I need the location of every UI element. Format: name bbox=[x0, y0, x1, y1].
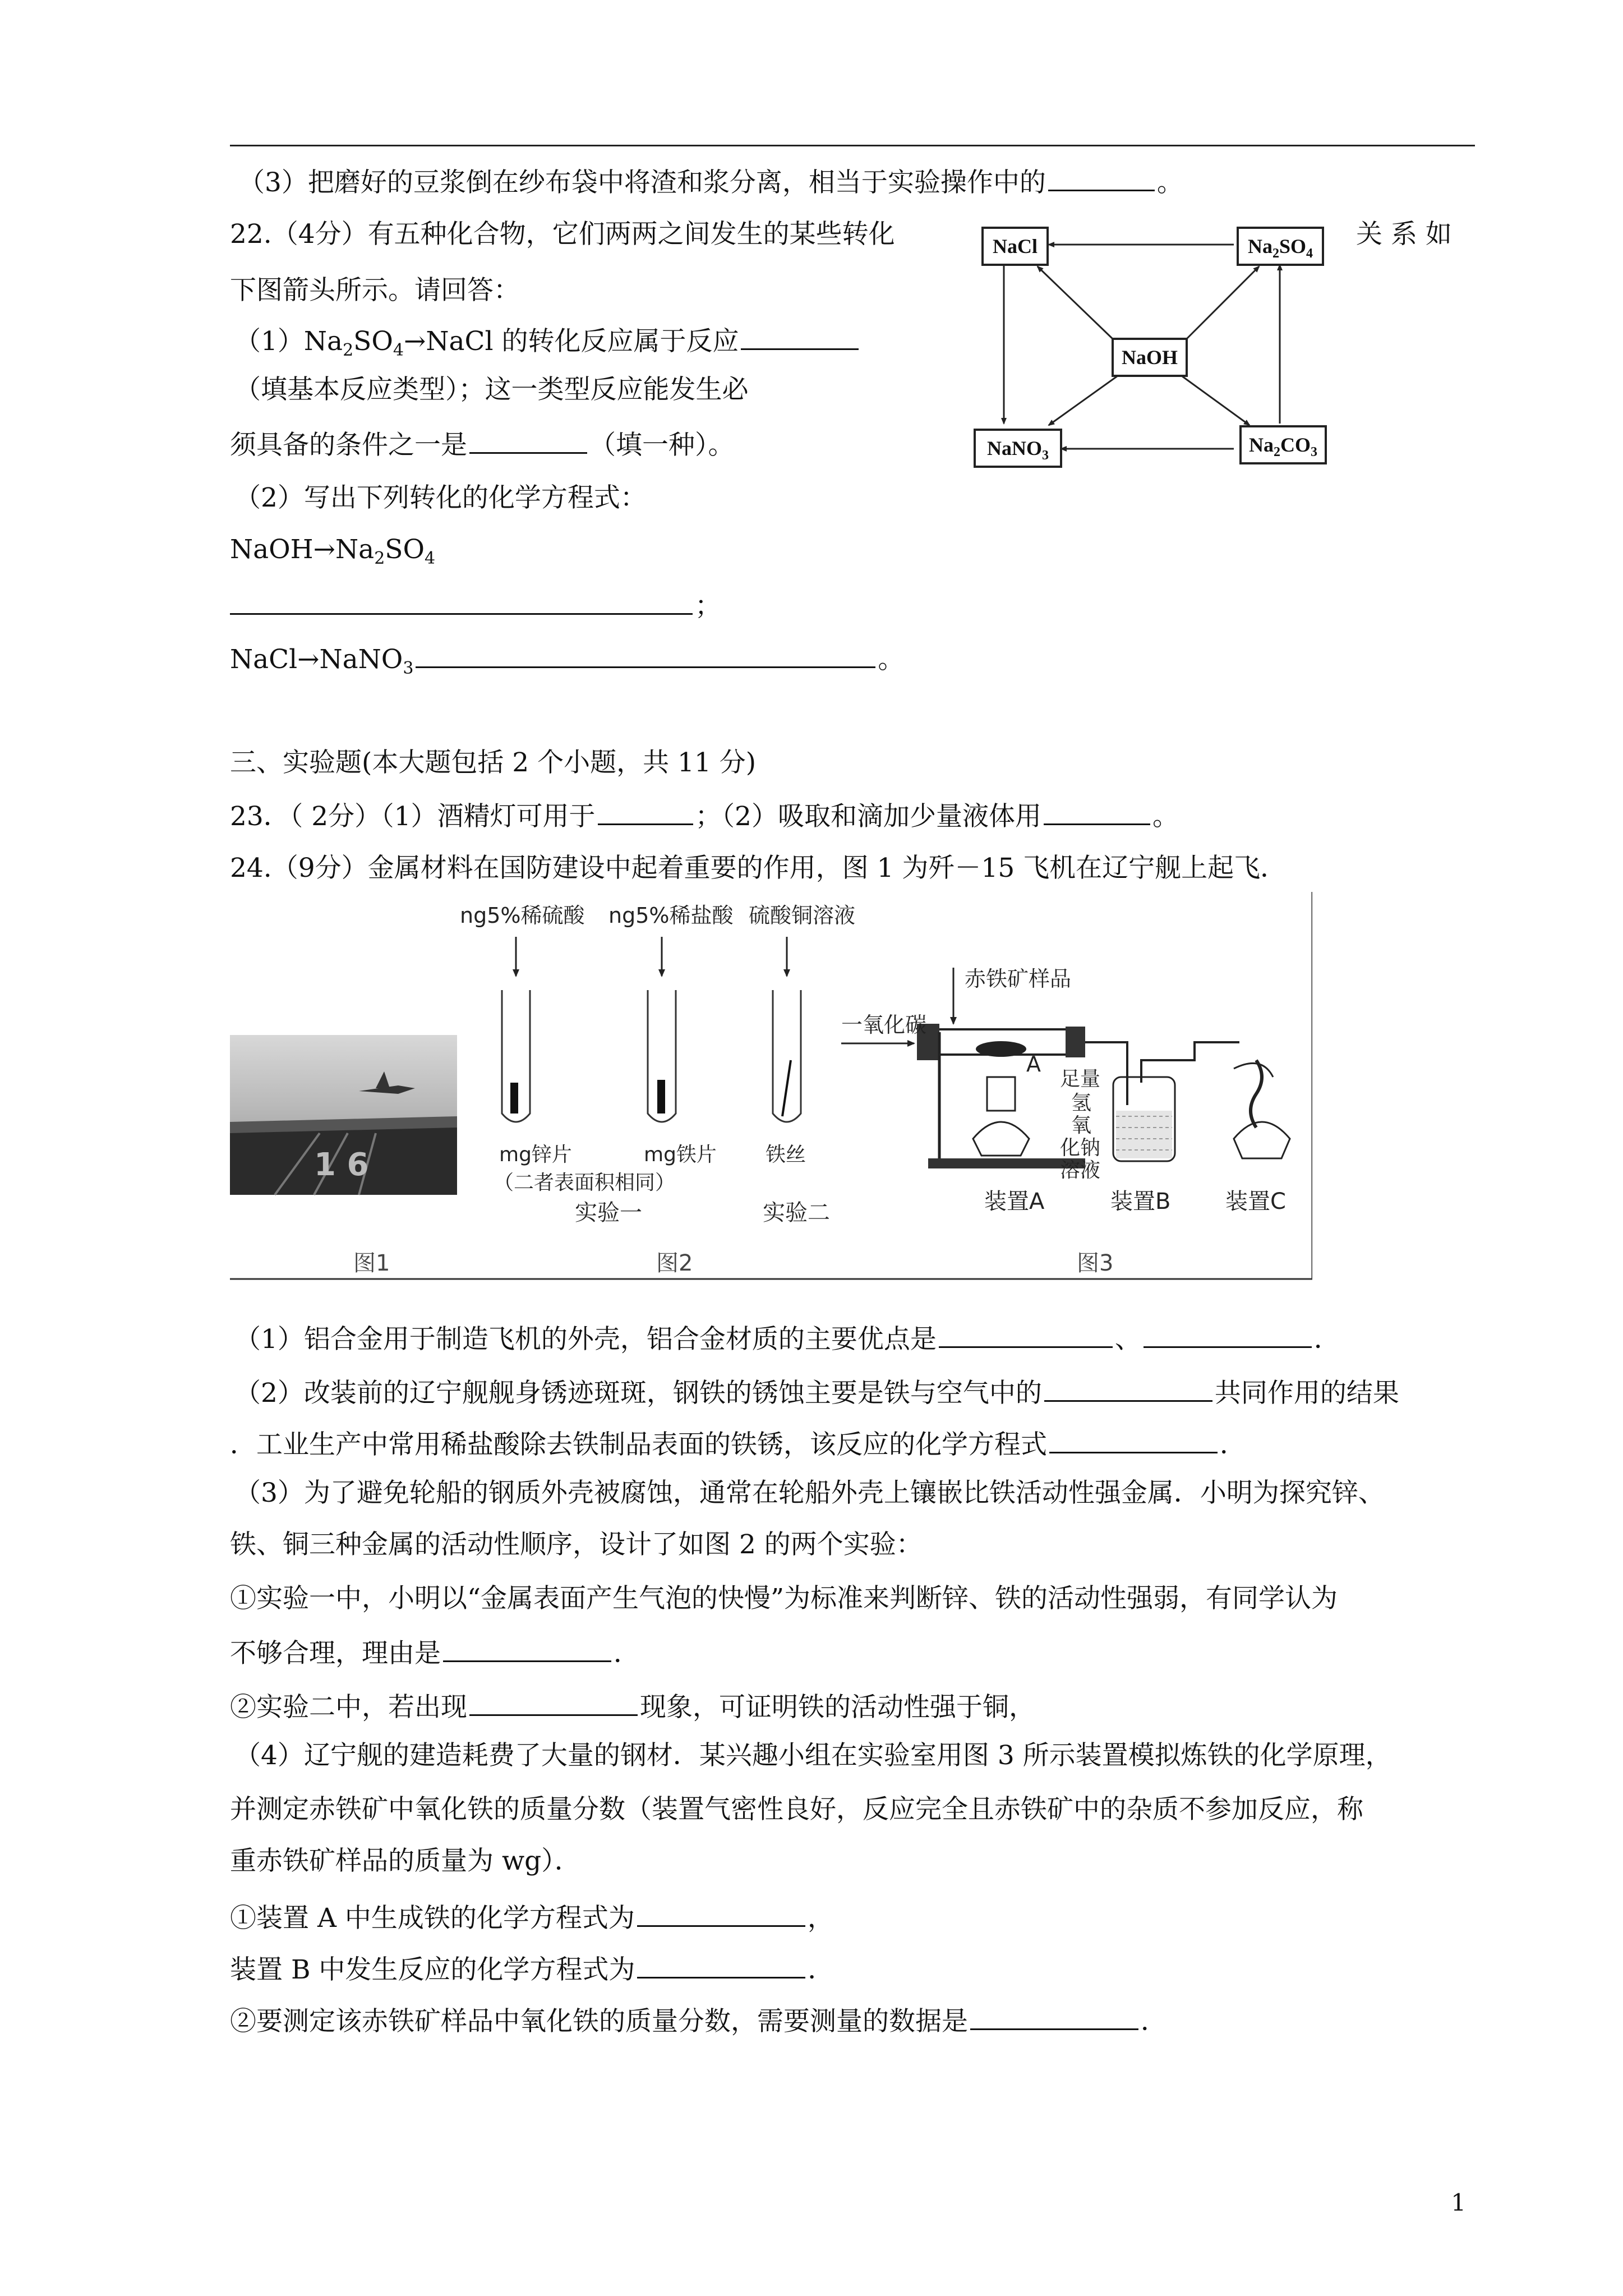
acid2-label: ng5%稀盐酸 bbox=[608, 903, 734, 928]
naoh-box bbox=[1112, 338, 1188, 377]
naoh-cond-3: 氧 bbox=[1071, 1114, 1092, 1137]
q24-part3c: ①实验一中，小明以“金属表面产生气泡的快慢”为标准来判断锌、铁的活动性强弱，有同学认为 bbox=[230, 1583, 1338, 1614]
q22-part1 bbox=[234, 321, 861, 367]
answer-blank[interactable] bbox=[637, 1950, 805, 1978]
q24-part3a: （3）为了避免轮船的钢质外壳被腐蚀，通常在轮船外壳上镶嵌比铁活动性强金属．小明为探究锌、 bbox=[234, 1478, 1385, 1508]
na2co3-box bbox=[1239, 425, 1327, 464]
device-b-label: 装置B bbox=[1110, 1189, 1171, 1214]
device-c-label: 装置C bbox=[1225, 1189, 1286, 1214]
exp1-label: 实验一 bbox=[575, 1200, 642, 1226]
q21-part3-text: （3）把磨好的豆浆倒在纱布袋中将渣和浆分离，相当于实验操作中的 bbox=[238, 167, 1046, 198]
nano3-box bbox=[974, 429, 1062, 468]
text: 共同作用的结果 bbox=[1214, 1378, 1399, 1409]
answer-blank[interactable] bbox=[1044, 797, 1150, 825]
answer-blank[interactable] bbox=[637, 1898, 805, 1927]
q24-part4e bbox=[230, 1950, 834, 1987]
q24-part2b bbox=[230, 1425, 1246, 1462]
subscript: 3 bbox=[403, 659, 414, 678]
answer-blank[interactable] bbox=[1049, 1425, 1218, 1453]
text: （1）铝合金用于制造飞机的外壳，铝合金材质的主要优点是 bbox=[234, 1324, 937, 1355]
text: 须具备的条件之一是 bbox=[230, 430, 467, 461]
co-label: 一氧化碳 bbox=[841, 1013, 927, 1037]
text: ． bbox=[614, 1638, 640, 1669]
q22-head-right: 关 系 如 bbox=[1356, 219, 1452, 250]
figure-drawing bbox=[230, 892, 1312, 1285]
naoh-cond-5: 溶液 bbox=[1060, 1159, 1101, 1182]
a-mark-label: A bbox=[1026, 1052, 1041, 1076]
acid1-label: ng5%稀硫酸 bbox=[460, 903, 585, 928]
q22-eq2 bbox=[230, 639, 904, 685]
subscript: 3 bbox=[1311, 445, 1317, 459]
q22-eq1-label bbox=[230, 533, 435, 576]
naoh-cond-2: 氢 bbox=[1071, 1092, 1092, 1115]
answer-blank[interactable] bbox=[598, 797, 693, 825]
q22-part2: （2）写出下列转化的化学方程式： bbox=[234, 482, 647, 513]
text: ． bbox=[1220, 1429, 1246, 1460]
subscript: 4 bbox=[425, 549, 436, 568]
fig1-caption: 图1 bbox=[353, 1250, 390, 1276]
fig2-caption: 图2 bbox=[656, 1250, 693, 1276]
text: SO bbox=[353, 326, 393, 357]
header-rule bbox=[230, 145, 1475, 146]
text: NaOH→Na bbox=[230, 534, 375, 565]
naoh-cond-4: 化钠 bbox=[1060, 1137, 1101, 1159]
subscript: 2 bbox=[374, 549, 385, 568]
label: Na bbox=[1249, 434, 1274, 456]
q24-part4f bbox=[230, 2001, 1167, 2039]
label: SO bbox=[1279, 235, 1307, 257]
q21-part3-end: 。 bbox=[1156, 167, 1183, 198]
subscript: 4 bbox=[1306, 246, 1313, 261]
q22-eq1-answer bbox=[230, 586, 721, 623]
exp2-label: 实验二 bbox=[763, 1200, 830, 1226]
q23 bbox=[230, 797, 1179, 834]
label: Na bbox=[1247, 235, 1272, 257]
text: 23．（ 2分）（1）酒精灯可用于 bbox=[230, 801, 596, 832]
text: 。 bbox=[878, 644, 905, 675]
q24-head: 24.（9分）金属材料在国防建设中起着重要的作用，图 1 为歼－15 飞机在辽宁舰上起飞． bbox=[230, 853, 1287, 884]
na2so4-box bbox=[1237, 227, 1324, 266]
text: ． bbox=[1313, 1324, 1340, 1355]
label: NaOH bbox=[1121, 346, 1178, 369]
answer-blank[interactable] bbox=[741, 321, 859, 350]
nacl-box bbox=[981, 227, 1049, 266]
text: ， bbox=[807, 1903, 834, 1934]
cuso4-label: 硫酸铜溶液 bbox=[749, 903, 856, 928]
fe-label: mg铁片 bbox=[644, 1143, 717, 1166]
q21-part3 bbox=[238, 163, 1183, 200]
ore-label: 赤铁矿样品 bbox=[965, 967, 1072, 991]
label: NaCl bbox=[993, 235, 1038, 257]
q24-part4c: 重赤铁矿样品的质量为 wg）． bbox=[230, 1846, 581, 1876]
answer-blank[interactable] bbox=[469, 425, 587, 454]
text: ； bbox=[695, 591, 721, 622]
answer-blank[interactable] bbox=[1144, 1319, 1312, 1348]
subscript: 2 bbox=[1274, 445, 1280, 459]
text: 、 bbox=[1114, 1324, 1141, 1355]
text: SO bbox=[385, 534, 425, 565]
text: 现象，可证明铁的活动性强于铜， bbox=[640, 1692, 1035, 1723]
device-a-label: 装置A bbox=[984, 1189, 1045, 1214]
text: ． bbox=[808, 1954, 834, 1985]
note-label: （二者表面积相同） bbox=[494, 1171, 676, 1194]
q22-intro: 下图箭头所示。请回答： bbox=[230, 275, 520, 306]
text: 不够合理，理由是 bbox=[230, 1638, 441, 1669]
subscript: 3 bbox=[1042, 448, 1049, 463]
q24-part2 bbox=[234, 1373, 1399, 1410]
wire-label: 铁丝 bbox=[766, 1143, 806, 1166]
answer-blank[interactable] bbox=[416, 639, 875, 668]
text: 。 bbox=[1152, 801, 1179, 832]
text: （填一种）。 bbox=[589, 430, 735, 461]
zn-label: mg锌片 bbox=[499, 1143, 572, 1166]
fig3-caption: 图3 bbox=[1077, 1250, 1114, 1276]
answer-blank[interactable] bbox=[1048, 163, 1155, 191]
figure-block bbox=[230, 892, 1312, 1285]
text: ①装置 A 中生成铁的化学方程式为 bbox=[230, 1903, 635, 1934]
conversion-diagram bbox=[953, 213, 1357, 482]
q24-part4d bbox=[230, 1898, 834, 1935]
q22-part1-cont: （填基本反应类型）；这一类型反应能发生必 bbox=[234, 374, 749, 405]
label: CO bbox=[1280, 434, 1311, 456]
svg-text:1 6: 1 6 bbox=[314, 1147, 369, 1183]
text: ．工业生产中常用稀盐酸除去铁制品表面的铁锈，该反应的化学方程式 bbox=[230, 1429, 1047, 1460]
subscript: 4 bbox=[393, 341, 404, 360]
text: （2）改装前的辽宁舰舰身锈迹斑斑，钢铁的锈蚀主要是铁与空气中的 bbox=[234, 1378, 1042, 1409]
text: ②要测定该赤铁矿样品中氧化铁的质量分数，需要测量的数据是 bbox=[230, 2006, 968, 2037]
figure2-tubes bbox=[502, 937, 801, 1122]
subscript: 2 bbox=[1272, 246, 1279, 261]
aircraft-carrier-photo bbox=[230, 1035, 457, 1195]
answer-blank[interactable] bbox=[469, 1687, 638, 1716]
q24-part1 bbox=[234, 1319, 1340, 1356]
text: ②实验二中，若出现 bbox=[230, 1692, 467, 1723]
answer-blank[interactable] bbox=[1044, 1373, 1212, 1402]
answer-blank[interactable] bbox=[939, 1319, 1113, 1348]
q24-part3d bbox=[230, 1634, 640, 1671]
subscript: 2 bbox=[343, 341, 354, 360]
section3-title: 三、实验题(本大题包括 2 个小题，共 11 分) bbox=[230, 747, 757, 778]
page-number: 1 bbox=[1451, 2189, 1466, 2216]
label: NaNO bbox=[987, 437, 1042, 459]
text: （1）Na bbox=[234, 326, 343, 357]
answer-blank[interactable] bbox=[443, 1634, 611, 1662]
text: ． bbox=[1141, 2006, 1167, 2037]
naoh-cond-1: 足量 bbox=[1060, 1068, 1101, 1091]
q24-part4b: 并测定赤铁矿中氧化铁的质量分数（装置气密性良好，反应完全且赤铁矿中的杂质不参加反应，称 bbox=[230, 1794, 1363, 1825]
text: NaCl→NaNO bbox=[230, 644, 403, 675]
text: 装置 B 中发生反应的化学方程式为 bbox=[230, 1954, 635, 1985]
q22-part1-cond bbox=[230, 425, 735, 462]
answer-blank[interactable] bbox=[970, 2001, 1138, 2030]
q24-part3e bbox=[230, 1687, 1035, 1724]
q24-part3b: 铁、铜三种金属的活动性顺序，设计了如图 2 的两个实验： bbox=[230, 1529, 923, 1560]
text: →NaCl 的转化反应属于反应 bbox=[403, 326, 739, 357]
text: ；（2）吸取和滴加少量液体用 bbox=[695, 801, 1041, 832]
answer-blank[interactable] bbox=[230, 586, 693, 615]
q24-part4a: （4）辽宁舰的建造耗费了大量的钢材．某兴趣小组在实验室用图 3 所示装置模拟炼铁的化学原理， bbox=[234, 1740, 1392, 1771]
q22-head: 22.（4分）有五种化合物，它们两两之间发生的某些转化 bbox=[230, 219, 895, 250]
